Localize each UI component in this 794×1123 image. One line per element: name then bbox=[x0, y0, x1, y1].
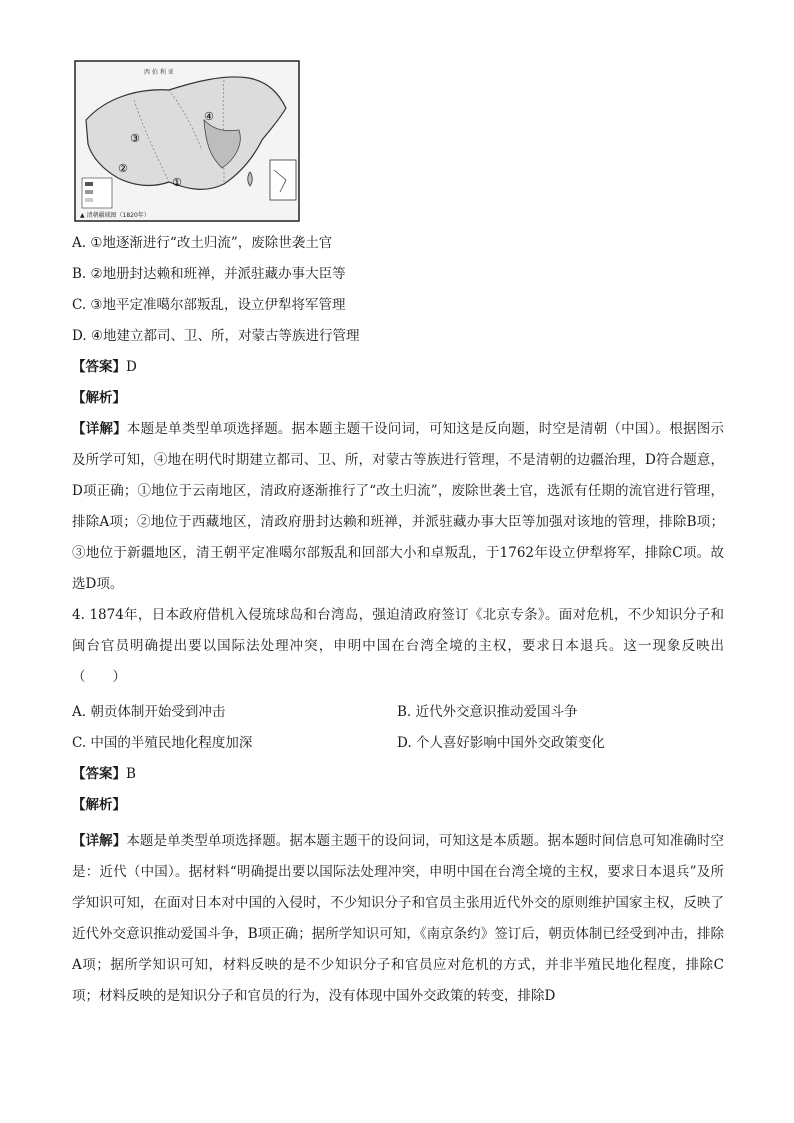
q3-detail bbox=[72, 414, 724, 600]
q4-answer bbox=[72, 764, 136, 784]
map-marker-2: ② bbox=[118, 162, 128, 175]
q3-option-c: C. ③地平定准噶尔部叛乱，设立伊犁将军管理 bbox=[72, 297, 346, 313]
map-marker-1: ① bbox=[172, 176, 182, 189]
q4-option-a: A. 朝贡体制开始受到冲击 bbox=[72, 704, 226, 720]
q3-analysis-heading bbox=[72, 388, 126, 408]
qing-territory-map bbox=[74, 60, 300, 222]
q4-detail-text: 本题是单类型单项选择题。据本题主题干的设问词，可知这是本质题。据本题时间信息可知准确时空是：近代（中国）。据材料“明确提出要以国际法处理冲突，申明中国在台湾全境的主权，要求日本退兵”及所学知识可知，在面对日本对中国的入侵时，不少知识分子和官员主张用近代外交的原则维护国家主权，反映了近代外交意识推动爱国斗争，B项正确；据所学知识可知，《南京条约》签订后，朝贡体制已经受到冲击，排除A项；据所学知识可知，材料反映的是不少知识分子和官员应对危机的方式，并非半殖民地化程度，排除C项；材料反映的是知识分子和官员的行为，没有体现中国外交政策的转变，排除D bbox=[72, 833, 725, 1004]
map-header-text: 西 伯 利 亚 bbox=[144, 69, 174, 76]
q4-option-d: D. 个人喜好影响中国外交政策变化 bbox=[397, 735, 605, 751]
map-marker-3: ③ bbox=[130, 132, 140, 145]
q3-answer-label: 【答案】 bbox=[72, 359, 126, 375]
q4-option-c: C. 中国的半殖民地化程度加深 bbox=[72, 735, 253, 751]
q4-analysis-label: 【解析】 bbox=[72, 797, 126, 813]
q3-analysis-label: 【解析】 bbox=[72, 390, 126, 406]
q3-answer-value: D bbox=[126, 359, 137, 375]
q4-answer-value: B bbox=[126, 766, 136, 782]
q4-answer-label: 【答案】 bbox=[72, 766, 126, 782]
q3-option-b: B. ②地册封达赖和班禅，并派驻藏办事大臣等 bbox=[72, 266, 346, 282]
q4-analysis-heading bbox=[72, 795, 126, 815]
map-caption: ▲ 清朝疆域图（1820年） bbox=[80, 212, 150, 219]
q4-stem: 4. 1874年，日本政府借机入侵琉球岛和台湾岛，强迫清政府签订《北京专条》。面对危机，不少知识分子和闽台官员明确提出要以国际法处理冲突，申明中国在台湾全境的主权，要求日本退兵。这一现象反映出（ ） bbox=[72, 607, 724, 685]
q3-option-a: A. ①地逐渐进行“改土归流”，废除世袭土官 bbox=[72, 235, 333, 251]
map-marker-4: ④ bbox=[204, 110, 214, 123]
q4-option-b: B. 近代外交意识推动爱国斗争 bbox=[397, 704, 578, 720]
q3-answer bbox=[72, 357, 137, 377]
q4-detail-label: 【详解】 bbox=[72, 833, 127, 849]
q3-detail-label: 【详解】 bbox=[72, 421, 127, 437]
q4-detail bbox=[72, 826, 724, 1012]
map-illustration bbox=[74, 60, 300, 222]
q3-detail-text: 本题是单类型单项选择题。据本题主题干设问词，可知这是反向题，时空是清朝（中国）。根据图示及所学可知，④地在明代时期建立都司、卫、所，对蒙古等族进行管理，不是清朝的边疆治理，D符合题意，D项正确；①地位于云南地区，清政府逐渐推行了“改土归流”，废除世袭土官，选派有任期的流官进行管理，排除A项；②地位于西藏地区，清政府册封达赖和班禅，并派驻藏办事大臣等加强对该地的管理，排除B项；③地位于新疆地区，清王朝平定准噶尔部叛乱和回部大小和卓叛乱，于1762年设立伊犁将军，排除C项。故选D项。 bbox=[72, 421, 725, 592]
q3-option-d: D. ④地建立都司、卫、所，对蒙古等族进行管理 bbox=[72, 328, 360, 344]
